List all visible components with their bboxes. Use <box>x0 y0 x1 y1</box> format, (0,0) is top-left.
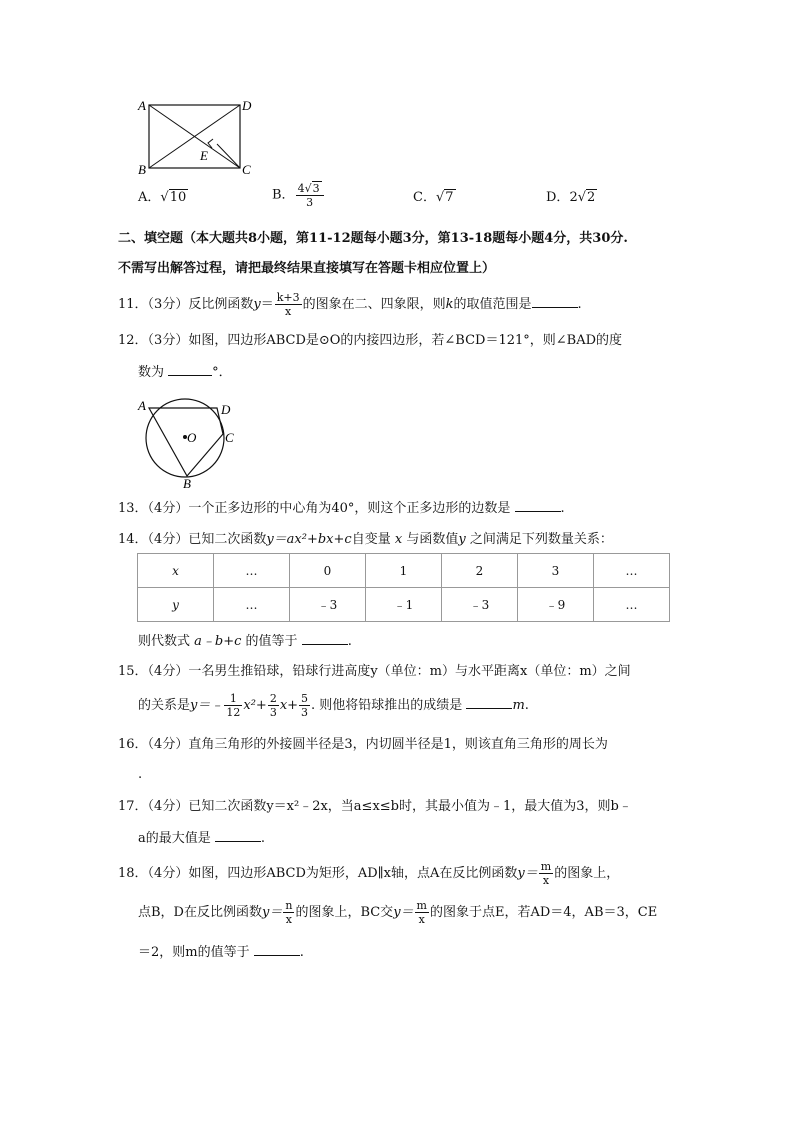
answer-blank-18[interactable] <box>254 942 300 956</box>
choice-c-radical: 7 <box>445 190 454 205</box>
choice-a: A．√10 <box>138 190 187 205</box>
section2-heading-line1: 二、填空题（本大题共8小题，第11-12题每小题3分，第13-18题每小题4分，共30分. <box>118 231 628 246</box>
segment-ce <box>217 144 240 168</box>
answer-blank-11[interactable] <box>532 294 578 308</box>
table-row-x <box>138 554 670 588</box>
answer-blank-17[interactable] <box>215 828 261 842</box>
label-d: D <box>221 402 231 417</box>
choice-b <box>272 182 325 218</box>
question-17-line1: 17．（4分）已知二次函数y＝x²﹣2x，当a≤x≤b时，其最小值为﹣1，最大值为3，则b﹣ <box>118 799 632 814</box>
question-16-line2: . <box>138 767 143 782</box>
question-15-line2: 的关系是y＝﹣ $\frac{1}{12}$ x²+ $\frac{2}{3}$ x+ $\frac{5}{3}$ . 则他将铅球推出的成绩是 m. <box>138 692 529 719</box>
q18-fraction-m: $\frac{m}{x}$ <box>540 860 552 887</box>
circle-figure <box>134 394 244 490</box>
table-cell: 0 <box>290 554 366 588</box>
q18-fraction-m2: $\frac{m}{x}$ <box>416 899 427 926</box>
value-table <box>137 553 670 622</box>
choice-d-radical: 2 <box>587 190 596 205</box>
label-o: O <box>187 430 197 445</box>
q11-fraction: $\frac{k+3}{x}$ <box>276 291 300 318</box>
question-18-line1: 18．（4分）如图，四边形ABCD为矩形，AD∥x轴，点A在反比例函数y＝ $\frac{m}{x}$ 的图象上， <box>118 860 620 887</box>
table-cell: … <box>214 554 290 588</box>
rectangle-figure <box>130 96 260 180</box>
table-cell: … <box>214 588 290 622</box>
label-a: A <box>138 98 146 113</box>
table-cell: x <box>138 554 214 588</box>
choice-a-label: A． <box>138 190 161 205</box>
answer-blank-14[interactable] <box>302 631 348 645</box>
table-cell: ﹣3 <box>442 588 518 622</box>
question-16-line1: 16．（4分）直角三角形的外接圆半径是3，内切圆半径是1，则该直角三角形的周长为 <box>118 737 608 752</box>
question-17-line2: a的最大值是 . <box>138 828 265 849</box>
label-b: B <box>183 476 191 490</box>
choice-d-coef: 2 <box>569 190 578 205</box>
table-cell: ﹣9 <box>518 588 594 622</box>
table-cell: … <box>594 588 670 622</box>
choice-b-fraction: $\frac{4√3}{3}$ <box>296 182 324 209</box>
q15-fraction-2: $\frac{2}{3}$ <box>269 692 277 719</box>
q18-fraction-n: $\frac{n}{x}$ <box>285 899 293 926</box>
table-cell: ﹣3 <box>290 588 366 622</box>
section2-heading-line2: 不需写出解答过程，请把最终结果直接填写在答题卡相应位置上） <box>118 261 496 276</box>
label-b: B <box>138 162 146 177</box>
label-a: A <box>138 398 146 413</box>
choice-c: C．√7 <box>413 190 454 205</box>
question-12-line2: 数为 °． <box>138 362 232 383</box>
label-c: C <box>225 430 234 445</box>
question-14-after: 则代数式 a﹣b+c 的值等于 . <box>138 631 352 652</box>
choice-c-label: C． <box>413 190 436 205</box>
q15-fraction-3: $\frac{5}{3}$ <box>301 692 309 719</box>
table-cell: 3 <box>518 554 594 588</box>
q15-fraction-1: $\frac{1}{12}$ <box>226 692 241 719</box>
table-cell: 2 <box>442 554 518 588</box>
choice-d: D．2√2 <box>546 190 596 205</box>
answer-blank-13[interactable] <box>515 498 561 512</box>
label-c: C <box>242 162 251 177</box>
answer-blank-15[interactable] <box>466 695 512 709</box>
answer-blank-12[interactable] <box>168 362 212 376</box>
question-12-line1: 12．（3分）如图，四边形ABCD是⊙O的内接四边形，若∠BCD＝121°，则∠BAD的度 <box>118 333 623 348</box>
table-cell: … <box>594 554 670 588</box>
table-row-y <box>138 588 670 622</box>
choice-a-radical: 10 <box>169 190 187 205</box>
label-d: D <box>242 98 252 113</box>
question-18-line3: ＝2，则m的值等于 . <box>138 942 304 963</box>
table-cell: ﹣1 <box>366 588 442 622</box>
question-11: 11．（3分）反比例函数y＝ $\frac{k+3}{x}$ 的图象在二、四象限，则k的取值范围是 . <box>118 291 582 318</box>
choice-d-label: D． <box>546 190 570 205</box>
table-cell: y <box>138 588 214 622</box>
table-cell: 1 <box>366 554 442 588</box>
label-e: E <box>200 148 208 163</box>
question-15-line1: 15．（4分）一名男生推铅球，铅球行进高度y（单位：m）与水平距离x（单位：m）之间 <box>118 664 631 679</box>
question-14: 14．（4分）已知二次函数y＝ax²+bx+c自变量 x 与函数值y 之间满足下列数量关系： <box>118 532 613 547</box>
choice-b-label: B． <box>272 187 295 203</box>
question-13: 13．（4分）一个正多边形的中心角为40°，则这个正多边形的边数是 . <box>118 498 565 519</box>
question-18-line2: 点B，D在反比例函数y＝ $\frac{n}{x}$ 的图象上，BC交y＝ $\frac{m}{x}$ 的图象于点E，若AD＝4，AB＝3，CE <box>138 899 658 926</box>
